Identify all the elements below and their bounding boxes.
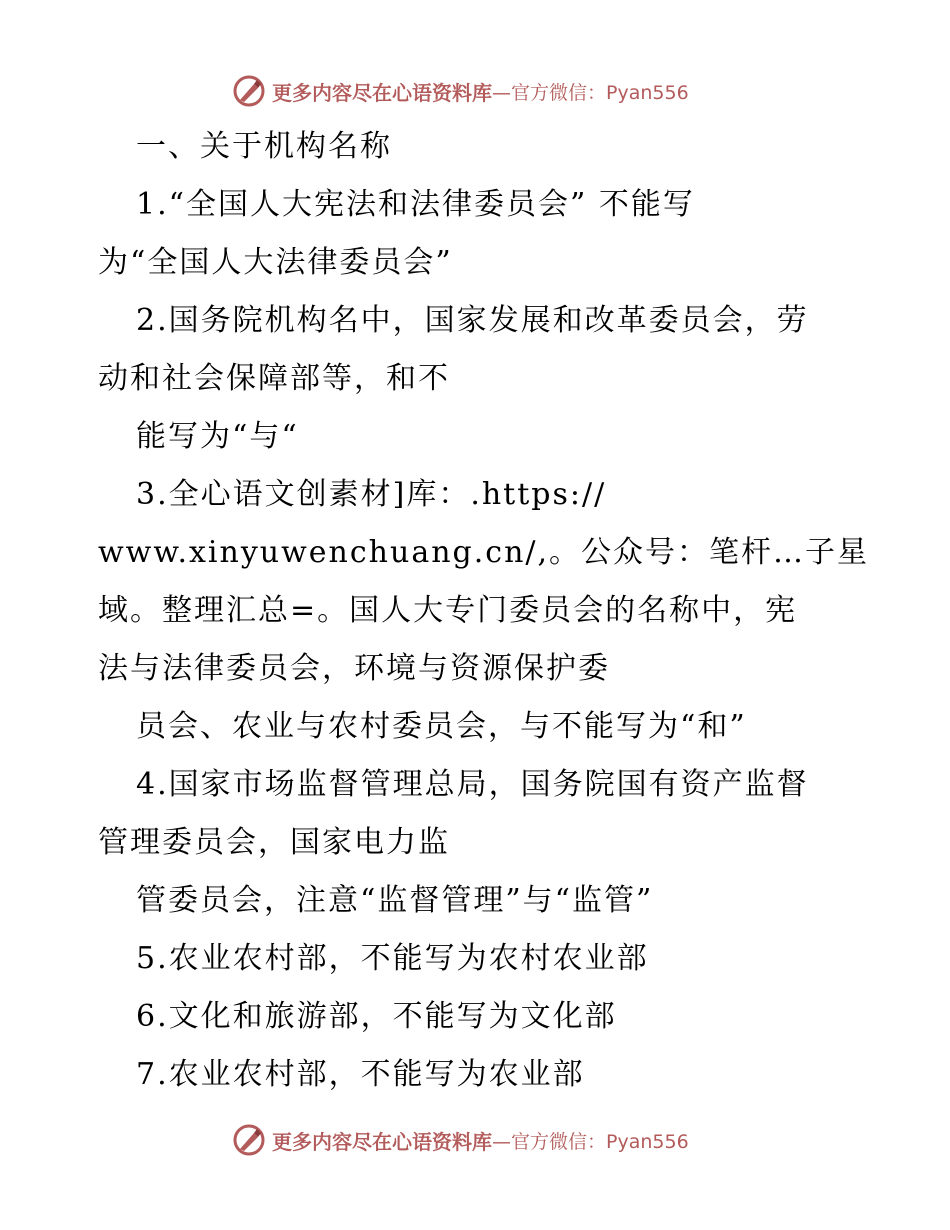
paragraph-line: 5.农业农村部，不能写为农村农业部 [136,941,649,976]
watermark-main-text: 更多内容尽在心语资料库 [272,80,492,105]
pen-logo-icon [232,1123,266,1157]
paragraph-line: 2.国务院机构名中，国家发展和改革委员会，劳 [136,303,809,338]
pen-logo-icon [232,74,266,108]
header-watermark [232,72,689,110]
paragraph-line: 员会、农业与农村委员会，与不能写为“和” [136,709,747,744]
paragraph-line: 法与法律委员会，环境与资源保护委 [98,651,610,686]
watermark-main-text: 更多内容尽在心语资料库 [272,1129,492,1154]
paragraph-line: 动和社会保障部等，和不 [98,361,450,396]
watermark-sub-text: —官方微信：Pyan556 [492,81,689,104]
paragraph-line: 管委员会，注意“监督管理”与“监管” [136,883,654,918]
paragraph-line: 3.全心语文创素材]库：.https:// [136,477,607,512]
paragraph-line: 7.农业农村部，不能写为农业部 [136,1057,585,1092]
watermark-sub-text: —官方微信：Pyan556 [492,1130,689,1153]
section-heading: 一、关于机构名称 [136,129,392,164]
paragraph-line: www.xinyuwenchuang.cn/,。公众号：笔杆…子星 [98,535,870,570]
paragraph-line: 能写为“与“ [136,419,299,454]
paragraph-line: 域。整理汇总=。国人大专门委员会的名称中，宪 [98,593,798,628]
paragraph-line: 4.国家市场监督管理总局，国务院国有资产监督 [136,767,809,802]
paragraph-line: 管理委员会，国家电力监 [98,825,450,860]
paragraph-line: 为“全国人大法律委员会” [98,245,453,280]
paragraph-line: 1.“全国人大宪法和法律委员会” 不能写 [136,187,695,222]
footer-watermark [232,1121,689,1159]
paragraph-line: 6.文化和旅游部，不能写为文化部 [136,999,617,1034]
